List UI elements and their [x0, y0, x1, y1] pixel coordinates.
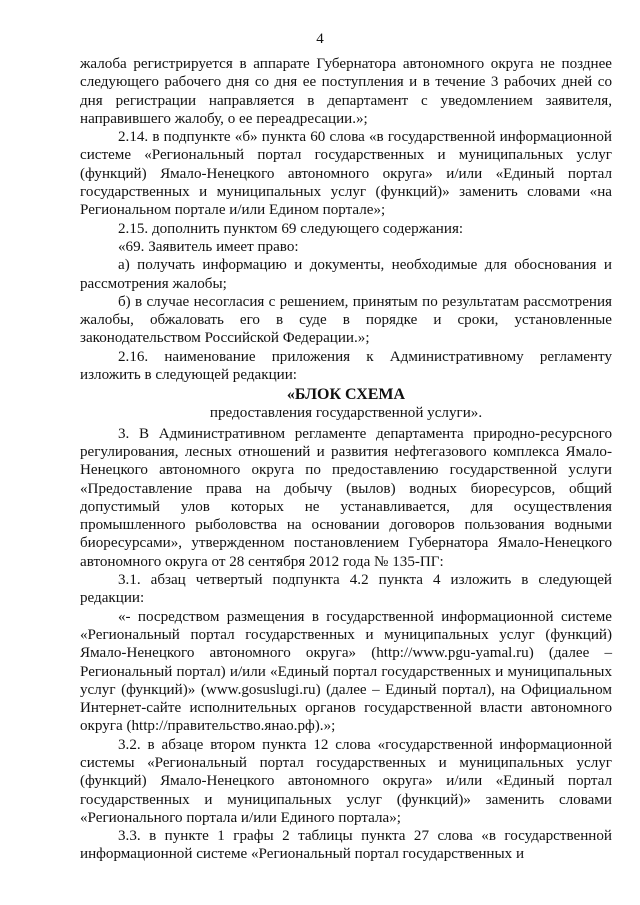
document-body	[80, 55, 612, 864]
paragraph-3-2: 3.2. в абзаце втором пункта 12 слова «государственной информационной системы «Региональный портал государственных и муниципальных услуг (функций) Ямало-Ненецкого автономного округа» и/или «Единый портал государственных и муниципальных услуг (функций)» заменить словами «Регионального портала и/или Единого портала»;	[80, 736, 612, 826]
paragraph-3-1: 3.1. абзац четвертый подпункта 4.2 пункта 4 изложить в следующей редакции:	[80, 572, 612, 607]
block-scheme-subheading: предоставления государственной услуги».	[209, 405, 483, 422]
block-scheme-heading: «БЛОК СХЕМА	[286, 386, 406, 404]
paragraph-69-a: а) получать информацию и документы, необходимые для обоснования и рассмотрения жалобы;	[80, 257, 612, 292]
paragraph-3-1-text: «- посредством размещения в государственной информационной системе «Региональный портал государственных и муниципальных услуг (функций) Ямало-Ненецкого автономного округа» (http://www.pgu-yamal.ru) (далее – Региональный портал) и/или «Единый портал государственных и муниципальных услуг (функций)» (www.gosuslugi.ru) (далее – Единый портал), на Официальном Интернет-сайте исполнительных органов государственной власти автономного округа (http://правительство.янао.рф).»;	[80, 608, 612, 735]
paragraph-3: 3. В Административном регламенте департамента природно-ресурсного регулирования, лесных отношений и развития нефтегазового комплекса Ямало-Ненецкого автономного округа по предоставлению государственной услуги «Предоставление права на добычу (вылов) водных биоресурсов, общий допустимый улов которых не устанавливается, для осуществления промышленного рыболовства на основании договоров пользования водными биоресурсами», утвержденном постановлением Губернатора Ямало-Ненецкого автономного округа от 28 сентября 2012 года № 135-ПГ:	[80, 425, 612, 570]
paragraph-2-15: 2.15. дополнить пунктом 69 следующего содержания:	[118, 220, 464, 237]
paragraph-complaint-registration: жалоба регистрируется в аппарате Губернатора автономного округа не позднее следующего рабочего дня со дня ее поступления и в течение 3 рабочих дней со дня регистрации направляется в департамент с уведомлением заявителя, направившего жалобу, о ее переадресации.»;	[80, 56, 612, 127]
paragraph-69-rights: «69. Заявитель имеет право:	[118, 238, 299, 255]
paragraph-3-3: 3.3. в пункте 1 графы 2 таблицы пункта 27 слова «в государственной информационной системе «Региональный портал государственных и	[80, 828, 612, 863]
page-number: 4	[316, 31, 324, 47]
paragraph-69-b: б) в случае несогласия с решением, принятым по результатам рассмотрения жалобы, обжаловать его в суде в порядке и сроки, установленные законодательством Российской Федерации.»;	[80, 293, 612, 347]
paragraph-2-16: 2.16. наименование приложения к Административному регламенту изложить в следующей редакции:	[80, 348, 612, 384]
paragraph-2-14: 2.14. в подпункте «б» пункта 60 слова «в государственной информационной системе «Региональный портал государственных и муниципальных услуг (функций) Ямало-Ненецкого автономного округа» и/или «Единый портал государственных и муниципальных услуг (функций)» заменить словами «на Региональном портале и/или Едином портале»;	[80, 129, 612, 219]
